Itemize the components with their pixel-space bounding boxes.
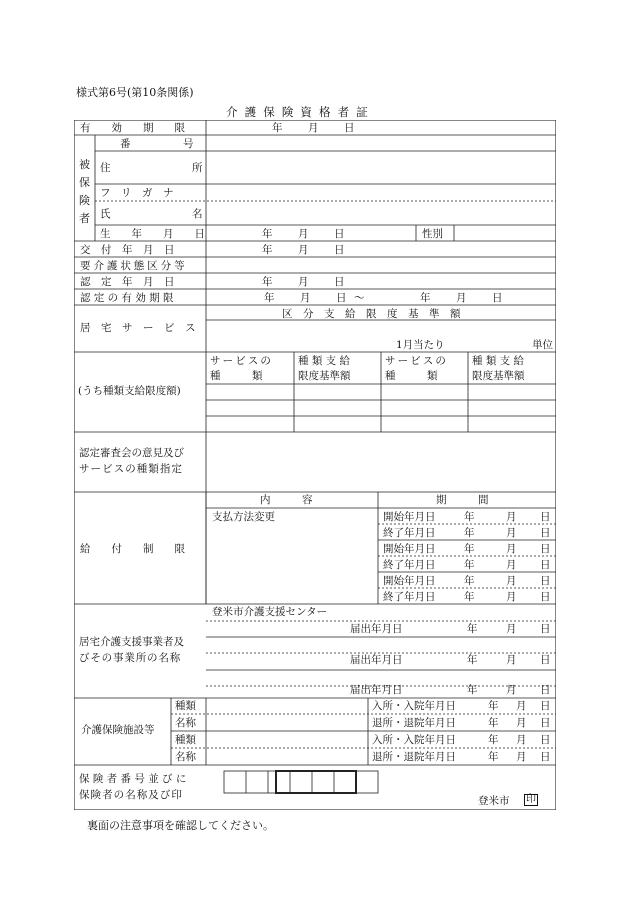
meisho-1: 名称 bbox=[175, 717, 196, 729]
nintei-yuko-kara: ～ bbox=[354, 292, 365, 304]
taisho-2-hi: 日 bbox=[540, 751, 551, 763]
nintei-tsuki: 月 bbox=[298, 276, 309, 288]
taisho-1-tsuki: 月 bbox=[516, 717, 527, 729]
nyusho-2: 入所・入院年月日 bbox=[372, 734, 456, 746]
bango-label: 番 号 bbox=[120, 138, 194, 150]
kyufu-label: 給 付 制 限 bbox=[80, 543, 185, 555]
todokede-3-tsuki: 月 bbox=[506, 684, 517, 696]
taisho-2-nen: 年 bbox=[488, 751, 499, 763]
kaishi-3-hi: 日 bbox=[540, 575, 551, 587]
certificate-form bbox=[74, 120, 556, 810]
taisho-1-hi: 日 bbox=[540, 717, 551, 729]
taisho-1-nen: 年 bbox=[488, 717, 499, 729]
meisho-2: 名称 bbox=[175, 751, 196, 763]
todokede-3: 届出年月日 bbox=[350, 684, 403, 696]
todokede-2-nen: 年 bbox=[467, 654, 478, 666]
nyusho-2-hi: 日 bbox=[540, 734, 551, 746]
kyotaku-label: 居 宅 サ ー ビ ス bbox=[80, 322, 196, 334]
todokede-1-hi: 日 bbox=[540, 623, 551, 635]
jigyosha-label-2: びその事業所の名称 bbox=[79, 652, 182, 664]
shurui-2: 種類 bbox=[175, 734, 196, 746]
center-name: 登米市介護支援センター bbox=[212, 606, 328, 618]
taisho-2: 退所・退院年月日 bbox=[372, 751, 456, 763]
shuryo-3: 終了年月日 bbox=[383, 591, 436, 603]
nintei-nen: 年 bbox=[262, 276, 273, 288]
shuryo-2-hi: 日 bbox=[540, 559, 551, 571]
nintei-hi: 日 bbox=[334, 276, 345, 288]
hi-label-1: 被 bbox=[79, 158, 90, 171]
shuryo-1-hi: 日 bbox=[540, 527, 551, 539]
unit-label: 単位 bbox=[532, 339, 553, 351]
uchi-label: (うち種類支給限度額) bbox=[78, 385, 181, 397]
nyusho-1-nen: 年 bbox=[488, 700, 499, 712]
nintei-yuko-tsuki-2: 月 bbox=[456, 292, 467, 304]
kaishi-2-nen: 年 bbox=[464, 543, 475, 555]
shuryo-1-tsuki: 月 bbox=[506, 527, 517, 539]
svc-col-b2: 限度基準額 bbox=[298, 370, 351, 382]
kaishi-2-tsuki: 月 bbox=[506, 543, 517, 555]
nintei-yuko-nen-2: 年 bbox=[420, 292, 431, 304]
shuryo-3-hi: 日 bbox=[540, 591, 551, 603]
todokede-2-tsuki: 月 bbox=[506, 654, 517, 666]
kaishi-2: 開始年月日 bbox=[383, 543, 436, 555]
form-number: 様式第6号(第10条関係) bbox=[76, 86, 194, 99]
footer-note: 裏面の注意事項を確認してください。 bbox=[87, 819, 274, 832]
yokaigo-label: 要介護状態区分等 bbox=[80, 260, 188, 272]
kofu-tsuki: 月 bbox=[298, 244, 309, 256]
naiyo-header: 内 容 bbox=[260, 494, 313, 506]
shuryo-1-nen: 年 bbox=[464, 527, 475, 539]
seinengappi-tsuki: 月 bbox=[298, 228, 309, 240]
city-name: 登米市 bbox=[478, 795, 510, 807]
furigana-label: フ リ ガ ナ bbox=[100, 187, 174, 199]
jusho-label-b: 所 bbox=[192, 162, 203, 174]
todokede-1: 届出年月日 bbox=[350, 623, 403, 635]
shuryo-1: 終了年月日 bbox=[383, 527, 436, 539]
shisetsu-label: 介護保険施設等 bbox=[81, 724, 155, 736]
svc-col-a1: サービスの bbox=[210, 355, 273, 367]
nyusho-1: 入所・入院年月日 bbox=[372, 700, 456, 712]
hokensha-label-2: 保険者の名称及び印 bbox=[79, 789, 183, 801]
taisho-1: 退所・退院年月日 bbox=[372, 717, 456, 729]
svc-col-a2: 種 類 bbox=[210, 370, 263, 382]
shuryo-3-nen: 年 bbox=[464, 591, 475, 603]
nintei-yuko-nen-1: 年 bbox=[264, 292, 275, 304]
nyusho-2-tsuki: 月 bbox=[516, 734, 527, 746]
jigyosha-label-1: 居宅介護支援事業者及 bbox=[79, 636, 184, 648]
shurui-1: 種類 bbox=[175, 700, 196, 712]
todokede-3-hi: 日 bbox=[540, 684, 551, 696]
kubun-header: 区 分 支 給 限 度 基 準 額 bbox=[282, 308, 461, 320]
taisho-2-tsuki: 月 bbox=[516, 751, 527, 763]
nintei-yuko-hi-2: 日 bbox=[492, 292, 503, 304]
hi-label-3: 険 bbox=[79, 194, 90, 207]
yuko-tsuki: 月 bbox=[308, 122, 319, 134]
kaishi-1: 開始年月日 bbox=[383, 511, 436, 523]
kaishi-1-tsuki: 月 bbox=[506, 511, 517, 523]
todokede-3-nen: 年 bbox=[467, 684, 478, 696]
yuko-hi: 日 bbox=[344, 122, 355, 134]
yuko-kigen-label: 有 効 期 限 bbox=[80, 122, 185, 134]
nintei-yuko-tsuki-1: 月 bbox=[300, 292, 311, 304]
kaishi-1-nen: 年 bbox=[464, 511, 475, 523]
todokede-2: 届出年月日 bbox=[350, 654, 403, 666]
seinengappi-hi: 日 bbox=[334, 228, 345, 240]
hokensha-label-1: 保 険 者 番 号 並 び に bbox=[79, 773, 187, 785]
shuryo-2: 終了年月日 bbox=[383, 559, 436, 571]
seal-stamp: 印 bbox=[526, 794, 536, 805]
kofu-nen: 年 bbox=[262, 244, 273, 256]
svc-col-c1: サービスの bbox=[385, 355, 448, 367]
jusho-label-a: 住 bbox=[100, 162, 111, 174]
seinengappi-nen: 年 bbox=[262, 228, 273, 240]
shuryo-2-nen: 年 bbox=[464, 559, 475, 571]
hi-label-4: 者 bbox=[79, 212, 90, 225]
shiharai-label: 支払方法変更 bbox=[212, 511, 275, 523]
per-month: 1月当たり bbox=[396, 339, 445, 351]
todokede-1-nen: 年 bbox=[467, 623, 478, 635]
kaishi-1-hi: 日 bbox=[540, 511, 551, 523]
shinsa-label-1: 認定審査会の意見及び bbox=[79, 447, 184, 459]
svc-col-c2: 種 類 bbox=[385, 370, 438, 382]
kaishi-3-tsuki: 月 bbox=[506, 575, 517, 587]
nintei-label: 認 定 年 月 日 bbox=[80, 276, 175, 288]
kaishi-2-hi: 日 bbox=[540, 543, 551, 555]
nyusho-2-nen: 年 bbox=[488, 734, 499, 746]
todokede-1-tsuki: 月 bbox=[506, 623, 517, 635]
hi-label-2: 保 bbox=[79, 176, 90, 189]
kikan-header: 期 間 bbox=[436, 494, 489, 506]
seibetsu-label: 性別 bbox=[422, 228, 443, 240]
nintei-yuko-label: 認 定 の 有 効 期 限 bbox=[80, 292, 174, 304]
nyusho-1-hi: 日 bbox=[540, 700, 551, 712]
shinsa-label-2: サービスの種類指定 bbox=[79, 463, 183, 475]
seinengappi-label: 生 年 月 日 bbox=[100, 228, 205, 240]
kaishi-3: 開始年月日 bbox=[383, 575, 436, 587]
shuryo-3-tsuki: 月 bbox=[506, 591, 517, 603]
nyusho-1-tsuki: 月 bbox=[516, 700, 527, 712]
kofu-label: 交 付 年 月 日 bbox=[80, 244, 175, 256]
kofu-hi: 日 bbox=[334, 244, 345, 256]
svc-col-d2: 限度基準額 bbox=[472, 370, 525, 382]
shimei-label-b: 名 bbox=[192, 208, 203, 220]
nintei-yuko-hi-1: 日 bbox=[336, 292, 347, 304]
todokede-2-hi: 日 bbox=[540, 654, 551, 666]
kaishi-3-nen: 年 bbox=[464, 575, 475, 587]
page-title: 介 護 保 険 資 格 者 証 bbox=[226, 105, 370, 119]
yuko-nen: 年 bbox=[272, 122, 283, 134]
svc-col-b1: 種 類 支 給 bbox=[298, 355, 351, 367]
shimei-label-a: 氏 bbox=[100, 208, 111, 220]
shuryo-2-tsuki: 月 bbox=[506, 559, 517, 571]
svc-col-d1: 種 類 支 給 bbox=[472, 355, 525, 367]
